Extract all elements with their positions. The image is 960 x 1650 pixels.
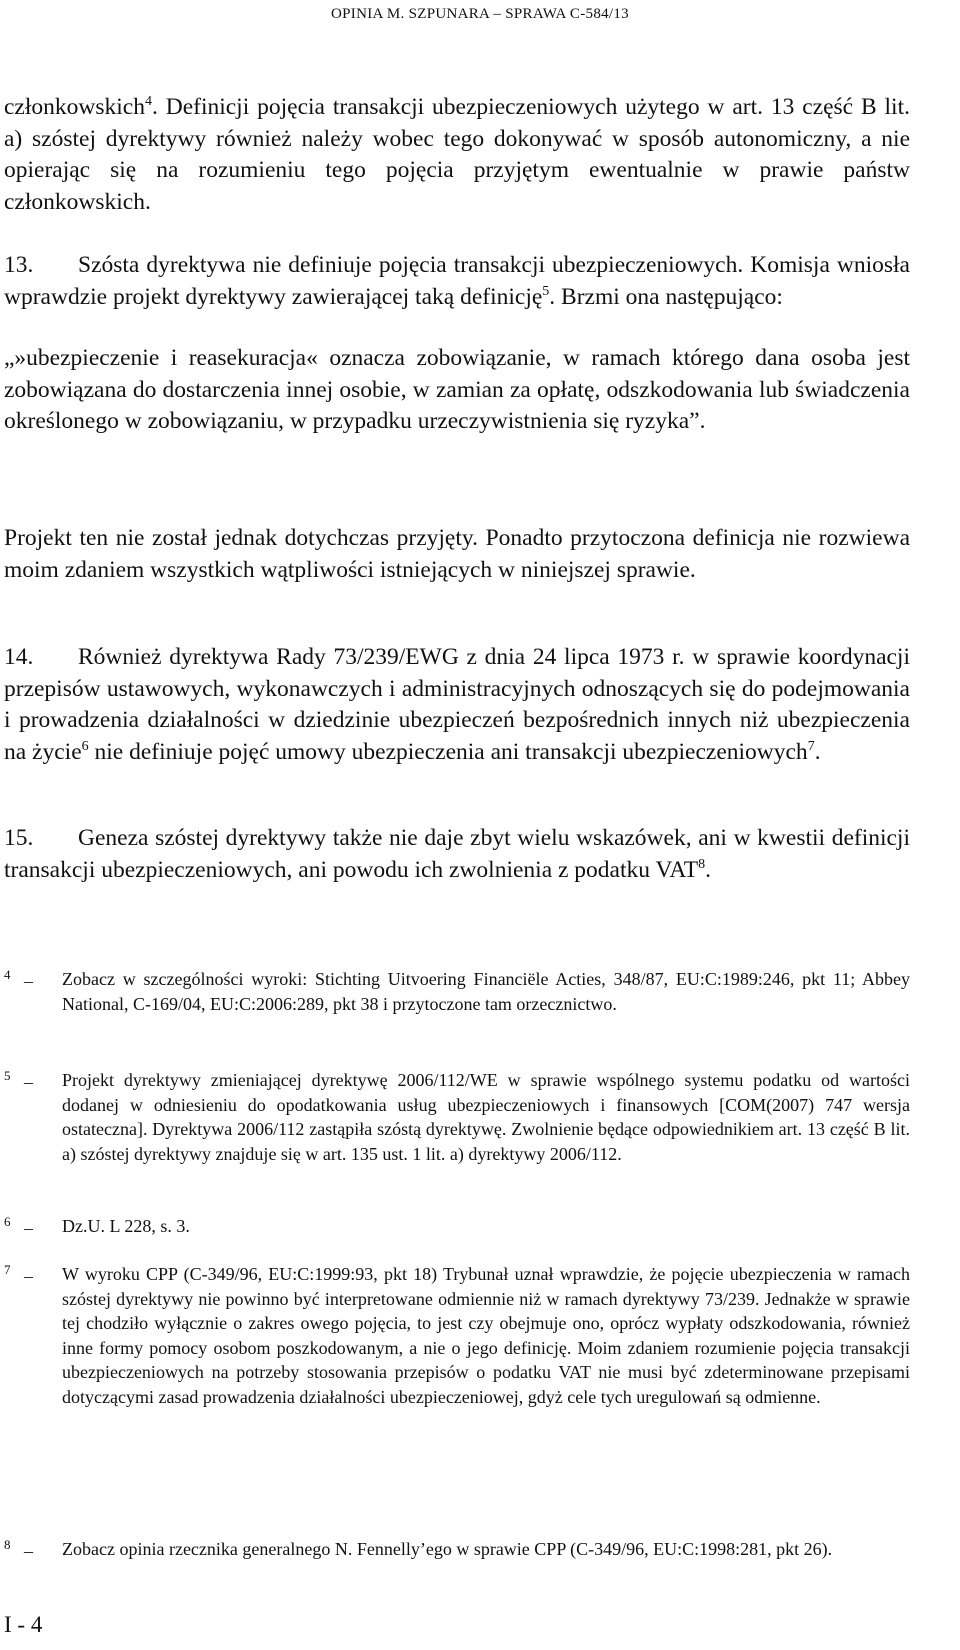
footnote-number: 4 [4, 967, 11, 982]
footnote-6: 6 – Dz.U. L 228, s. 3. [4, 1214, 910, 1239]
footnote-ref-7[interactable]: 7 [807, 738, 815, 754]
footnote-text: Dz.U. L 228, s. 3. [62, 1216, 190, 1236]
running-header: OPINIA M. SZPUNARA – SPRAWA C-584/13 [331, 6, 629, 22]
footnote-ref-4[interactable]: 4 [144, 94, 152, 110]
quoted-definition: „»ubezpieczenie i reasekuracja« oznacza zobowiązanie, w ramach którego dana osoba jest zobowiązana do dostarczenia innej osobie, w zamian za opłatę, odszkodowania lub świadczenia określonego w zobowiązaniu, w przypadku urzeczywistnienia się ryzyka”. [4, 345, 910, 434]
page-number: I - 4 [4, 1612, 43, 1637]
footnote-4: 4 – Zobacz w szczególności wyroki: Stichting Uitvoering Financiële Acties, 348/87, EU:C:1989:246, pkt 11; Abbey National, C-169/04, EU:C:2006:289, pkt 38 i przytoczone tam orzecznictwo. [4, 967, 910, 1016]
paragraph-continuation: członkowskich$^4$. Definicji pojęcia transakcji ubezpieczeniowych użytego w art. 13 część B lit. a) szóstej dyrektywy również należy wobec tego dokonywać w sposób autonomiczny, a nie opierając się na rozumieniu tego pojęcia przyjętym ewentualnie w prawie państw członkowskich. [4, 94, 910, 215]
footnote-number: 5 [4, 1068, 11, 1083]
footnote-text: Projekt dyrektywy zmieniającej dyrektywę 2006/112/WE w sprawie wspólnego systemu podatku od wartości dodanej w odniesieniu do opodatkowania usług ubezpieczeniowych i finansowych [COM(2007) 747 wersja ostateczna]. Dyrektywa 2006/112 zastąpiła szóstą dyrektywę. Zwolnienie będące odpowiednikiem art. 13 część B lit. a) szóstej dyrektywy znajduje się w art. 135 ust. 1 lit. a) dyrektywy 2006/112. [62, 1070, 910, 1164]
paragraph-15: 15. Geneza szóstej dyrektywy także nie daje zbyt wielu wskazówek, ani w kwestii definicji transakcji ubezpieczeniowych, ani powodu ich zwolnienia z podatku VAT$^8$. [4, 825, 910, 883]
paragraph-14: 14. Również dyrektywa Rady 73/239/EWG z dnia 24 lipca 1973 r. w sprawie koordynacji przepisów ustawowych, wykonawczych i administracyjnych odnoszących się do podejmowania i prowadzenia działalności w dziedzinie ubezpieczeń bezpośrednich innych niż ubezpieczenia na życie$^6$ nie definiuje pojęć umowy ubezpieczenia ani transakcji ubezpieczeniowych$^7$. [4, 644, 910, 765]
footnote-8: 8 – Zobacz opinia rzecznika generalnego N. Fennelly’ego w sprawie CPP (C-349/96, EU:C:1998:281, pkt 26). [4, 1537, 910, 1562]
paragraph-number: 15. [4, 825, 34, 851]
paragraph-number: 13. [4, 252, 34, 278]
footnote-ref-8[interactable]: 8 [698, 856, 706, 872]
footnote-5: 5 – Projekt dyrektywy zmieniającej dyrektywę 2006/112/WE w sprawie wspólnego systemu podatku od wartości dodanej w odniesieniu do opodatkowania usług ubezpieczeniowych i finansowych [COM(2007) 747 wersja ostateczna]. Dyrektywa 2006/112 zastąpiła szóstą dyrektywę. Zwolnienie będące odpowiednikiem art. 13 część B lit. a) szóstej dyrektywy znajduje się w art. 135 ust. 1 lit. a) dyrektywy 2006/112. [4, 1068, 910, 1166]
footnote-ref-5[interactable]: 5 [542, 283, 550, 299]
footnote-number: 7 [4, 1262, 11, 1277]
paragraph-13: 13. Szósta dyrektywa nie definiuje pojęcia transakcji ubezpieczeniowych. Komisja wniosła wprawdzie projekt dyrektywy zawierającej taką definicję$^5$. Brzmi ona następująco: [4, 252, 910, 310]
footnote-text: W wyroku CPP (C-349/96, EU:C:1999:93, pkt 18) Trybunał uznał wprawdzie, że pojęcie ubezpieczenia w ramach szóstej dyrektywy nie powinno być interpretowane odmiennie niż w ramach dyrektywy 73/239. Jednakże w sprawie tej chodziło wyłącznie o zakres owego pojęcia, to jest czy obejmuje ono, oprócz wypłaty odszkodowania, również inne formy pomocy osobom poszkodowanym, a nie o jego definicję. Moim zdaniem rozumienie pojęcia transakcji ubezpieczeniowych na potrzeby stosowania przepisów o podatku VAT nie musi być zdeterminowane przepisami dotyczącymi zasad prowadzenia działalności ubezpieczeniowej, gdyż cele tych uregulowań są odmienne. [62, 1264, 910, 1407]
footnote-ref-6[interactable]: 6 [81, 738, 89, 754]
paragraph-number: 14. [4, 644, 34, 670]
footnote-text: Zobacz opinia rzecznika generalnego N. Fennelly’ego w sprawie CPP (C-349/96, EU:C:1998:281, pkt 26). [62, 1539, 833, 1559]
footnote-7: 7 – W wyroku CPP (C-349/96, EU:C:1999:93, pkt 18) Trybunał uznał wprawdzie, że pojęcie ubezpieczenia w ramach szóstej dyrektywy nie powinno być interpretowane odmiennie niż w ramach dyrektywy 73/239. Jednakże w sprawie tej chodziło wyłącznie o zakres owego pojęcia, to jest czy obejmuje ono, oprócz wypłaty odszkodowania, również inne formy pomocy osobom poszkodowanym, a nie o jego definicję. Moim zdaniem rozumienie pojęcia transakcji ubezpieczeniowych na potrzeby stosowania przepisów o podatku VAT nie musi być zdeterminowane przepisami dotyczącymi zasad prowadzenia działalności ubezpieczeniowej, gdyż cele tych uregulowań są odmienne. [4, 1262, 910, 1410]
footnote-number: 6 [4, 1214, 11, 1229]
footnote-text: Zobacz w szczególności wyroki: Stichting Uitvoering Financiële Acties, 348/87, EU:C:1989:246, pkt 11; Abbey National, C-169/04, EU:C:2006:289, pkt 38 i przytoczone tam orzecznictwo. [62, 969, 910, 1014]
footnote-number: 8 [4, 1537, 11, 1552]
paragraph-projekt: Projekt ten nie został jednak dotychczas przyjęty. Ponadto przytoczona definicja nie rozwiewa moim zdaniem wszystkich wątpliwości istniejących w niniejszej sprawie. [4, 525, 910, 583]
